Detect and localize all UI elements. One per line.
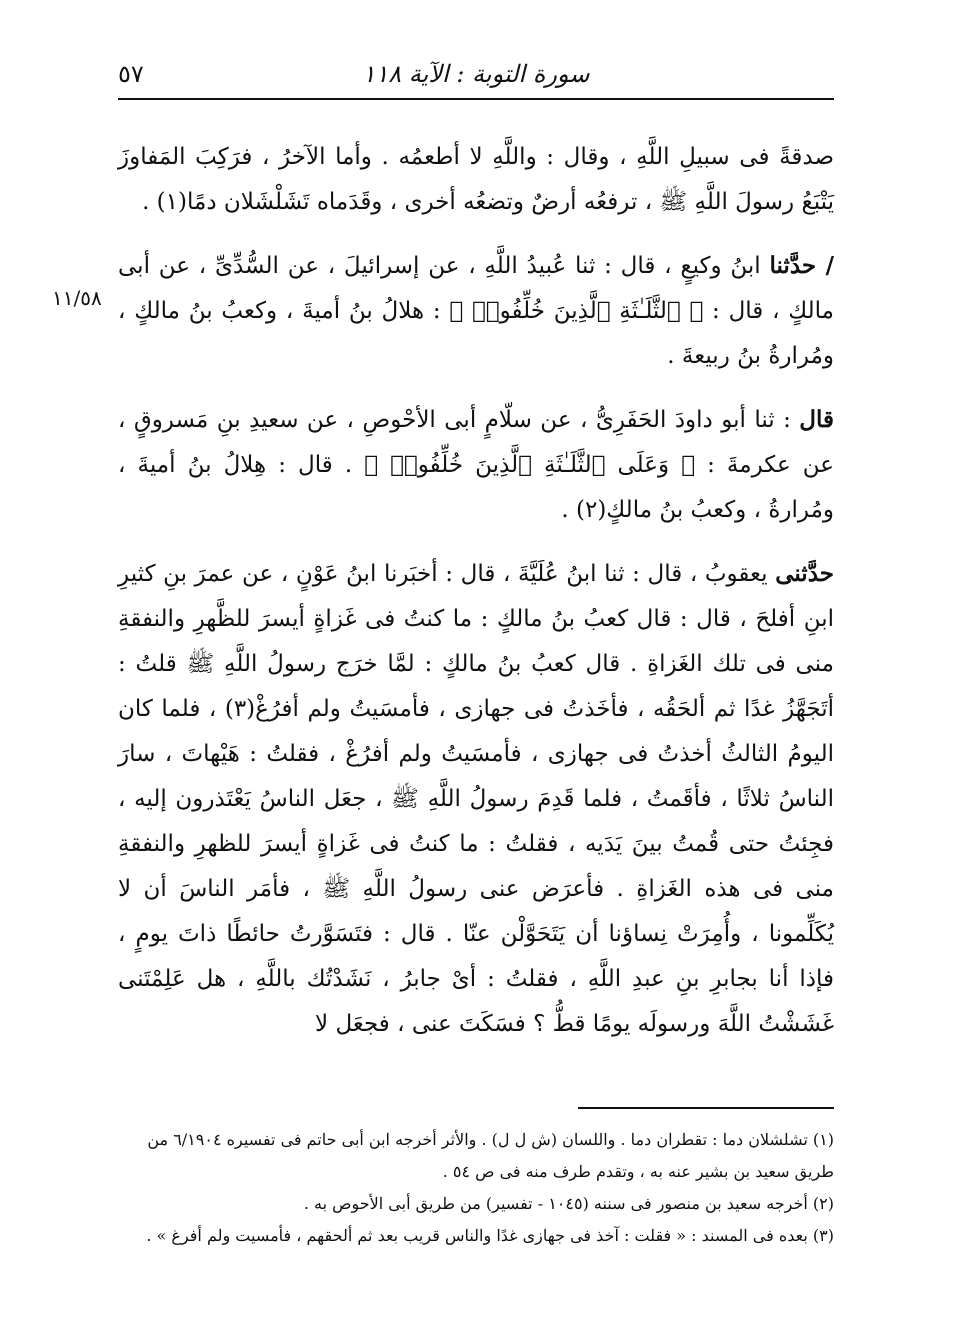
margin-reference: ١١/٥٨ xyxy=(52,286,102,310)
header-rule xyxy=(118,98,834,100)
paragraph-text: يعقوبُ ، قال : ثنا ابنُ عُلَيَّةَ ، قال : أخبَرنا ابنُ عَوْنٍ ، عن عمرَ بنِ كثيرِ ابنِ أفلحَ ، قال : قال كعبُ بنُ مالكٍ : ما كنتُ فى غَزاةٍ أيسرَ للظَّهرِ والنفقةِ منى فى تلك الغَزاةِ . قال كعبُ بنُ مالكٍ : لمَّا خرَج رسولُ اللَّهِ ﷺ قلتُ : أتَجَهَّزُ غدًا ثم ألحَقُه ، فأخَذتُ فى جهازى ، فأمسَيتُ ولم أفرُغْ(٣) ، فلما كان اليومُ الثالثُ أخذتُ فى جهازى ، فأمسَيتُ ولم أفرُغْ ، فقلتُ : هَيْهاتَ ، سارَ الناسُ ثلاثًا ، فأقَمتُ ، فلما قَدِمَ رسولُ اللَّهِ ﷺ ، جعَل الناسُ يَعْتَذرون إليه ، فجِئتُ حتى قُمتُ بينَ يَدَيه ، فقلتُ : ما كنتُ فى غَزاةٍ أيسرَ للظهرِ والنفقةِ منى فى هذه الغَزاةِ . فأعرَض عنى رسولُ اللَّهِ ﷺ ، فأمَر الناسَ أن لا يُكَلِّمونا ، وأُمِرَتْ نِساؤنا أن يَتَحَوَّلْن عنّا . قال : فتَسَوَّرتُ حائطًا ذاتَ يومٍ ، فإذا أنا بجابرِ بنِ عبدِ اللَّهِ ، فقلتُ : أىْ جابرُ ، نَشَدْتُك باللَّهِ ، هل عَلِمْتَنى غَشَشْتُ اللَّهَ ورسولَه يومًا قطُّ ؟ فسَكَتَ عنى ، فجعَل لا xyxy=(118,561,835,1037)
footnote-2: (٢) أخرجه سعيد بن منصور فى سننه (١٠٤٥ - تفسير) من طريق أبى الأحوص به . xyxy=(303,1194,834,1213)
footnote-3: (٣) بعده فى المسند : « فقلت : آخذ فى جهازى غدًا والناس قريب بعد ثم ألحقهم ، فأمسيت ولم أفرغ » . xyxy=(146,1226,834,1245)
paragraph-lead: حدَّثنى xyxy=(775,560,834,587)
paragraph-1 xyxy=(118,134,834,225)
paragraph-2 xyxy=(118,243,834,379)
page-number: ٥٧ xyxy=(118,60,144,88)
page-header xyxy=(118,58,834,102)
paragraph-lead: قال xyxy=(799,406,834,433)
footnote-rule xyxy=(578,1107,834,1109)
running-title: سورة التوبة : الآية ١١٨ xyxy=(362,60,590,88)
paragraph-lead: / حدَّثنا xyxy=(769,252,834,279)
main-text xyxy=(118,134,834,1065)
paragraph-4 xyxy=(118,551,834,1047)
footnotes xyxy=(118,1124,834,1252)
paragraph-3 xyxy=(118,397,834,533)
paragraph-text: ابنُ وكيعٍ ، قال : ثنا عُبيدُ اللَّهِ ، عن إسرائيلَ ، عن السُّدِّىِّ ، عن أبى مالكٍ ، قال : ﴿ ٱلثَّلَـٰثَةِ ٱلَّذِينَ خُلِّفُوا۟ ﴾ : هلالُ بنُ أميةَ ، وكعبُ بنُ مالكٍ ، ومُرارةُ بنُ ربيعةَ . xyxy=(118,253,834,369)
footnote-1: (١) تشلشلان دما : تقطران دما . واللسان (ش ل ل) . والأثر أخرجه ابن أبى حاتم فى تفسيره ٦/١٩٠٤ من طريق سعيد بن بشير عنه به ، وتقدم طرف منه فى ص ٥٤ . xyxy=(147,1130,834,1181)
paragraph-text: : ثنا أبو داودَ الحَفَرِىُّ ، عن سلّامٍ أبى الأحْوصِ ، عن سعيدِ بنِ مَسروقٍ ، عن عكرمةَ : ﴿ وَعَلَى ٱلثَّلَـٰثَةِ ٱلَّذِينَ خُلِّفُوا۟ ﴾ . قال : هِلالُ بنُ أميةَ ، ومُرارةُ ، وكعبُ بنُ مالكٍ(٢) . xyxy=(118,407,834,523)
paragraph-text: صدقةً فى سبيلِ اللَّهِ ، وقال : واللَّهِ لا أطعمُه . وأما الآخرُ ، فرَكِبَ المَفاوزَ يَتْبَعُ رسولَ اللَّهِ ﷺ ، ترفعُه أرضٌ وتضعُه أخرى ، وقَدَماه تَشَلْشَلان دمًا(١) . xyxy=(118,144,834,215)
